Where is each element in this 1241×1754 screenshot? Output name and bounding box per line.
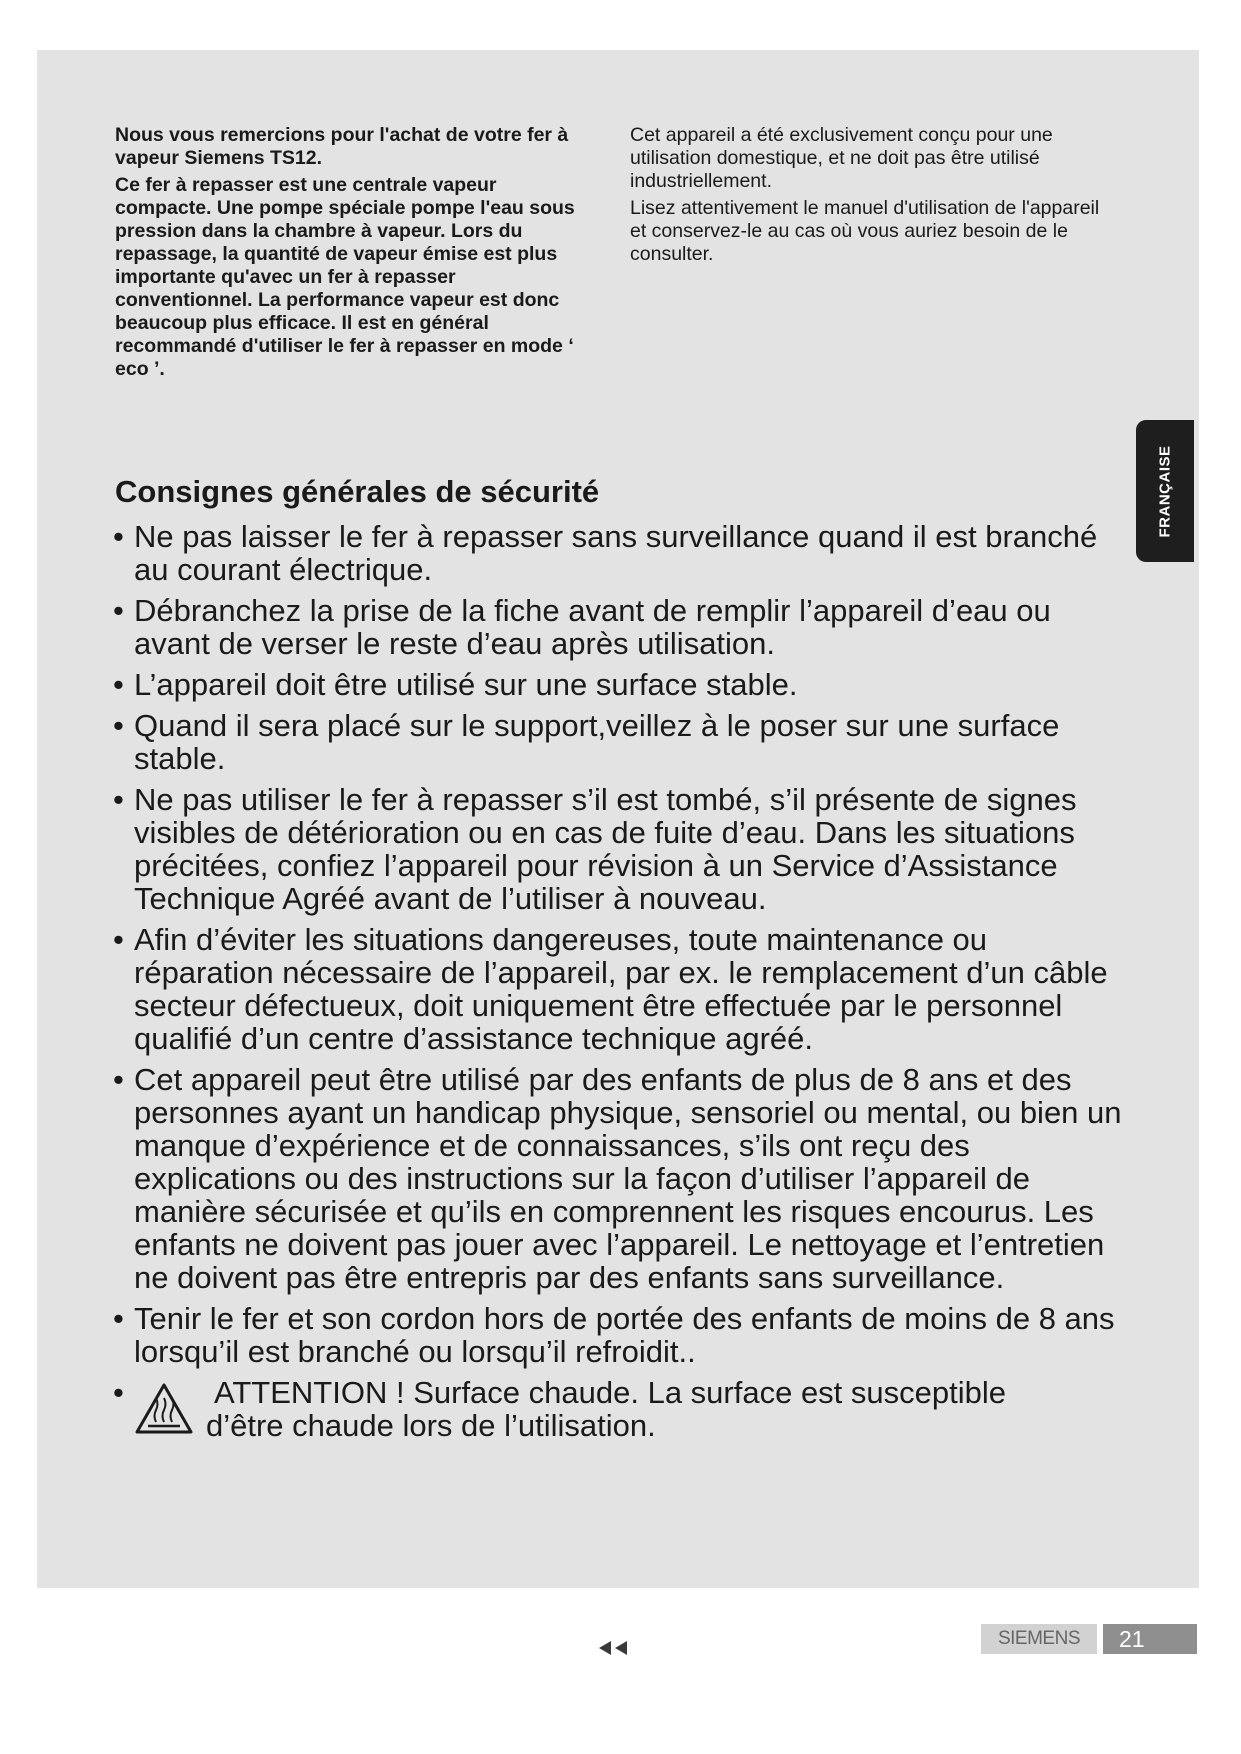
bullet: • [113, 1301, 124, 1336]
safety-list [113, 520, 1123, 1450]
section-title: Consignes générales de sécurité [115, 474, 600, 509]
language-tab-label: FRANÇAISE [1156, 444, 1174, 538]
list-item-text: Cet appareil peut être utilisé par des enfants de plus de 8 ans et des personnes ayant un handicap physique, sensoriel ou mental, ou bien un manque d’expérience et de connaissances, s’ils ont reçu des explications ou des instructions sur la façon d’utiliser l’appareil de manière sécurisée et qu’ils en comprennent les risques encourus. Les enfants ne doivent pas jouer avec l’appareil. Le nettoyage et l’entretien ne doivent pas être entrepris par des enfants sans surveillance. [134, 1062, 1122, 1295]
list-item [113, 923, 1123, 1055]
list-item [113, 783, 1123, 915]
list-item-text: L’appareil doit être utilisé sur une surface stable. [134, 667, 798, 702]
brand-label: SIEMENS [981, 1624, 1097, 1654]
hot-surface-warning-icon [134, 1382, 194, 1436]
list-item [113, 594, 1123, 660]
intro-right-column [630, 124, 1120, 270]
bullet: • [113, 667, 124, 702]
bullet: • [113, 519, 124, 554]
bullet: • [113, 708, 124, 743]
list-item-text: Afin d’éviter les situations dangereuses, toute maintenance ou réparation nécessaire de l’appareil, par ex. le remplacement d’un câble secteur défectueux, doit uniquement être effectuée par le personnel qualifié d’un centre d’assistance technique agréé. [134, 922, 1108, 1056]
intro-thanks-paragraph: Nous vous remercions pour l'achat de votre fer à vapeur Siemens TS12. [115, 124, 569, 169]
warning-text-line2: d’être chaude lors de l’utilisation. [206, 1408, 656, 1443]
bullet: • [113, 782, 124, 817]
list-item-text: Tenir le fer et son cordon hors de portée des enfants de moins de 8 ans lorsqu’il est branché ou lorsqu’il refroidit.. [134, 1301, 1115, 1369]
warning-text-line1: ATTENTION ! Surface chaude. La surface est susceptible [214, 1375, 1006, 1410]
list-item [113, 668, 1123, 701]
list-item [113, 1302, 1123, 1368]
warning-item [113, 1376, 1123, 1442]
bullet: • [113, 1062, 124, 1097]
back-arrows-icon[interactable] [598, 1639, 632, 1657]
page-number: 21 [1103, 1624, 1197, 1654]
list-item [113, 520, 1123, 586]
language-tab [1136, 420, 1194, 562]
list-item [113, 709, 1123, 775]
list-item [113, 1063, 1123, 1294]
bullet: • [113, 1375, 124, 1410]
list-item-text: Ne pas utiliser le fer à repasser s’il est tombé, s’il présente de signes visibles de détérioration ou en cas de fuite d’eau. Dans les situations précitées, confiez l’appareil pour révision à un Service d’Assistance Technique Agréé avant de l’utiliser à nouveau. [134, 782, 1077, 916]
intro-read-manual-paragraph: Lisez attentivement le manuel d'utilisation de l'appareil et conservez-le au cas où vous auriez besoin de le consulter. [630, 197, 1100, 265]
bullet: • [113, 922, 124, 957]
bullet: • [113, 593, 124, 628]
intro-left-column [115, 124, 585, 385]
intro-domestic-use-paragraph: Cet appareil a été exclusivement conçu pour une utilisation domestique, et ne doit pas être utilisé industriellement. [630, 124, 1053, 192]
list-item-text: Débranchez la prise de la fiche avant de remplir l’appareil d’eau ou avant de verser le reste d’eau après utilisation. [134, 593, 1051, 661]
list-item-text: Ne pas laisser le fer à repasser sans surveillance quand il est branché au courant électrique. [134, 519, 1098, 587]
list-item-text: Quand il sera placé sur le support,veillez à le poser sur une surface stable. [134, 708, 1060, 776]
intro-description-paragraph: Ce fer à repasser est une centrale vapeur compacte. Une pompe spéciale pompe l'eau sous pression dans la chambre à vapeur. Lors du repassage, la quantité de vapeur émise est plus importante qu'avec un fer à repasser conventionnel. La performance vapeur est donc beaucoup plus efficace. Il est en général recommandé d'utiliser le fer à repasser en mode ‘ eco ’. [115, 174, 575, 380]
